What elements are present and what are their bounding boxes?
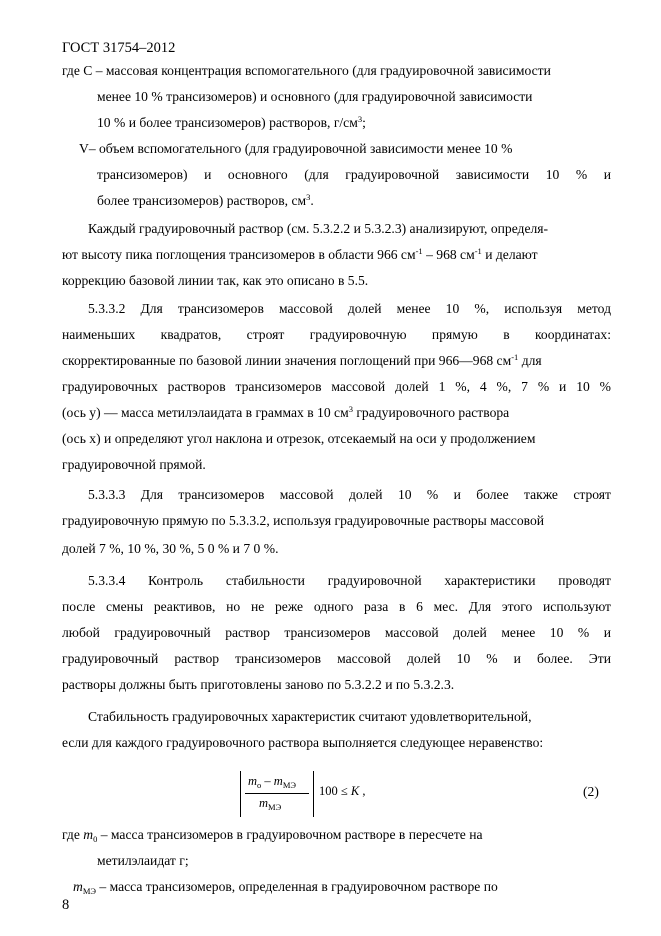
formula-rest bbox=[319, 784, 365, 799]
abs-bar-left bbox=[240, 771, 241, 817]
var-m: m bbox=[83, 827, 94, 842]
superscript: 3 bbox=[306, 192, 311, 202]
subscript: o bbox=[257, 780, 262, 790]
definition-v-cont bbox=[97, 192, 314, 209]
text-line: . bbox=[310, 193, 314, 208]
where-mme bbox=[73, 878, 498, 895]
subscript: 0 bbox=[93, 834, 98, 844]
var-m: m bbox=[273, 774, 283, 788]
paragraph-line: наименьших квадратов, строят градуировочную прямую в координатах: bbox=[62, 327, 611, 342]
superscript: 3 bbox=[357, 114, 363, 124]
text-line: градуировочного раствора bbox=[352, 405, 510, 420]
page-number: 8 bbox=[62, 897, 70, 913]
formula bbox=[240, 771, 380, 817]
text-line: где C – массовая концентрация вспомогательного (для градуировочной зависимости bbox=[62, 63, 551, 78]
where-m0 bbox=[62, 826, 483, 843]
text-line: ют высоту пика поглощения трансизомеров в области 966 см bbox=[62, 247, 416, 262]
var-m: m bbox=[259, 796, 269, 810]
var-m: m bbox=[73, 879, 83, 894]
text-line: ; bbox=[362, 115, 366, 130]
paragraph-line: 5.3.3.4 Контроль стабильности градуировочной характеристики проводят bbox=[88, 573, 611, 588]
paragraph-line: после смены реактивов, но не реже одного раза в 6 мес. Для этого используют bbox=[62, 599, 611, 614]
equation-number: (2) bbox=[583, 784, 599, 799]
text-line: 10 % и более трансизомеров) растворов, г/см bbox=[97, 115, 358, 130]
superscript: -1 bbox=[415, 246, 423, 256]
paragraph-line: 5.3.3.2 Для трансизомеров массовой долей менее 10 %, используя метод bbox=[88, 301, 611, 316]
paragraph-line bbox=[62, 352, 542, 369]
fraction-denominator bbox=[259, 796, 281, 811]
superscript: -1 bbox=[474, 246, 482, 256]
paragraph-line: градуировочную прямую по 5.3.3.2, используя градуировочные растворы массовой bbox=[62, 513, 545, 528]
definition-v: V– объем вспомогательного (для градуировочной зависимости менее 10 % bbox=[79, 141, 513, 156]
subscript: МЭ bbox=[82, 886, 96, 896]
superscript: -1 bbox=[511, 352, 519, 362]
paragraph-line: (ось x) и определяют угол наклона и отрезок, отсекаемый на оси y продолжением bbox=[62, 431, 536, 446]
paragraph-line: коррекцию базовой линии так, как это описано в 5.5. bbox=[62, 273, 369, 288]
fraction-line bbox=[245, 793, 309, 794]
definition-c bbox=[62, 62, 551, 79]
text-line: – масса трансизомеров в градуировочном растворе в пересчете на bbox=[97, 827, 483, 842]
subscript: МЭ bbox=[282, 780, 296, 790]
var-k: K bbox=[350, 784, 360, 798]
abs-bar-right bbox=[313, 771, 314, 817]
minus-sign: – bbox=[261, 774, 274, 788]
paragraph-line: Стабильность градуировочных характеристик считают удовлетворительной, bbox=[88, 709, 532, 724]
text-line: скорректированные по базовой линии значения поглощений при 966—968 см bbox=[62, 353, 512, 368]
document-header: ГОСТ 31754–2012 bbox=[62, 40, 176, 56]
text-line: , bbox=[359, 784, 366, 798]
fraction-numerator bbox=[248, 774, 296, 789]
paragraph-line: если для каждого градуировочного раствора выполняется следующее неравенство: bbox=[62, 735, 544, 750]
text-line: где bbox=[62, 827, 84, 842]
text-line: (ось y) — масса метилэлаидата в граммах в 10 см bbox=[62, 405, 349, 420]
paragraph-line: долей 7 %, 10 %, 30 %, 5 0 % и 7 0 %. bbox=[62, 541, 279, 556]
definition-v-cont: трансизомеров) и основного (для градуировочной зависимости 10 % и bbox=[97, 167, 611, 182]
paragraph-line: растворы должны быть приготовлены заново по 5.3.2.2 и по 5.3.2.3. bbox=[62, 677, 455, 692]
text-line: – масса трансизомеров, определенная в градуировочном растворе по bbox=[96, 879, 498, 894]
paragraph-line: Каждый градуировочный раствор (см. 5.3.2.2 и 5.3.2.3) анализируют, определя- bbox=[88, 221, 549, 236]
paragraph-line: 5.3.3.3 Для трансизомеров массовой долей 10 % и более также строят bbox=[88, 487, 611, 502]
paragraph-line: градуировочной прямой. bbox=[62, 457, 206, 472]
paragraph-line bbox=[62, 246, 538, 263]
text-line: более трансизомеров) растворов, см bbox=[97, 193, 307, 208]
superscript: 3 bbox=[348, 404, 353, 414]
text-line: для bbox=[518, 353, 542, 368]
where-m0-cont: метилэлаидат г; bbox=[97, 853, 189, 868]
text-line: – 968 см bbox=[422, 247, 475, 262]
text-line: и делают bbox=[481, 247, 538, 262]
definition-c-cont: менее 10 % трансизомеров) и основного (для градуировочной зависимости bbox=[97, 89, 533, 104]
paragraph-line: градуировочных растворов трансизомеров массовой долей 1 %, 4 %, 7 % и 10 % bbox=[62, 379, 611, 394]
paragraph-line: градуировочный раствор трансизомеров массовой долей 10 % и более. Эти bbox=[62, 651, 611, 666]
paragraph-line: любой градуировочный раствор трансизомеров массовой долей менее 10 % и bbox=[62, 625, 611, 640]
subscript: МЭ bbox=[268, 802, 282, 812]
var-m: m bbox=[248, 774, 258, 788]
definition-c-cont bbox=[97, 114, 366, 131]
text-line: 100 ≤ bbox=[319, 784, 351, 798]
paragraph-line bbox=[62, 404, 509, 421]
